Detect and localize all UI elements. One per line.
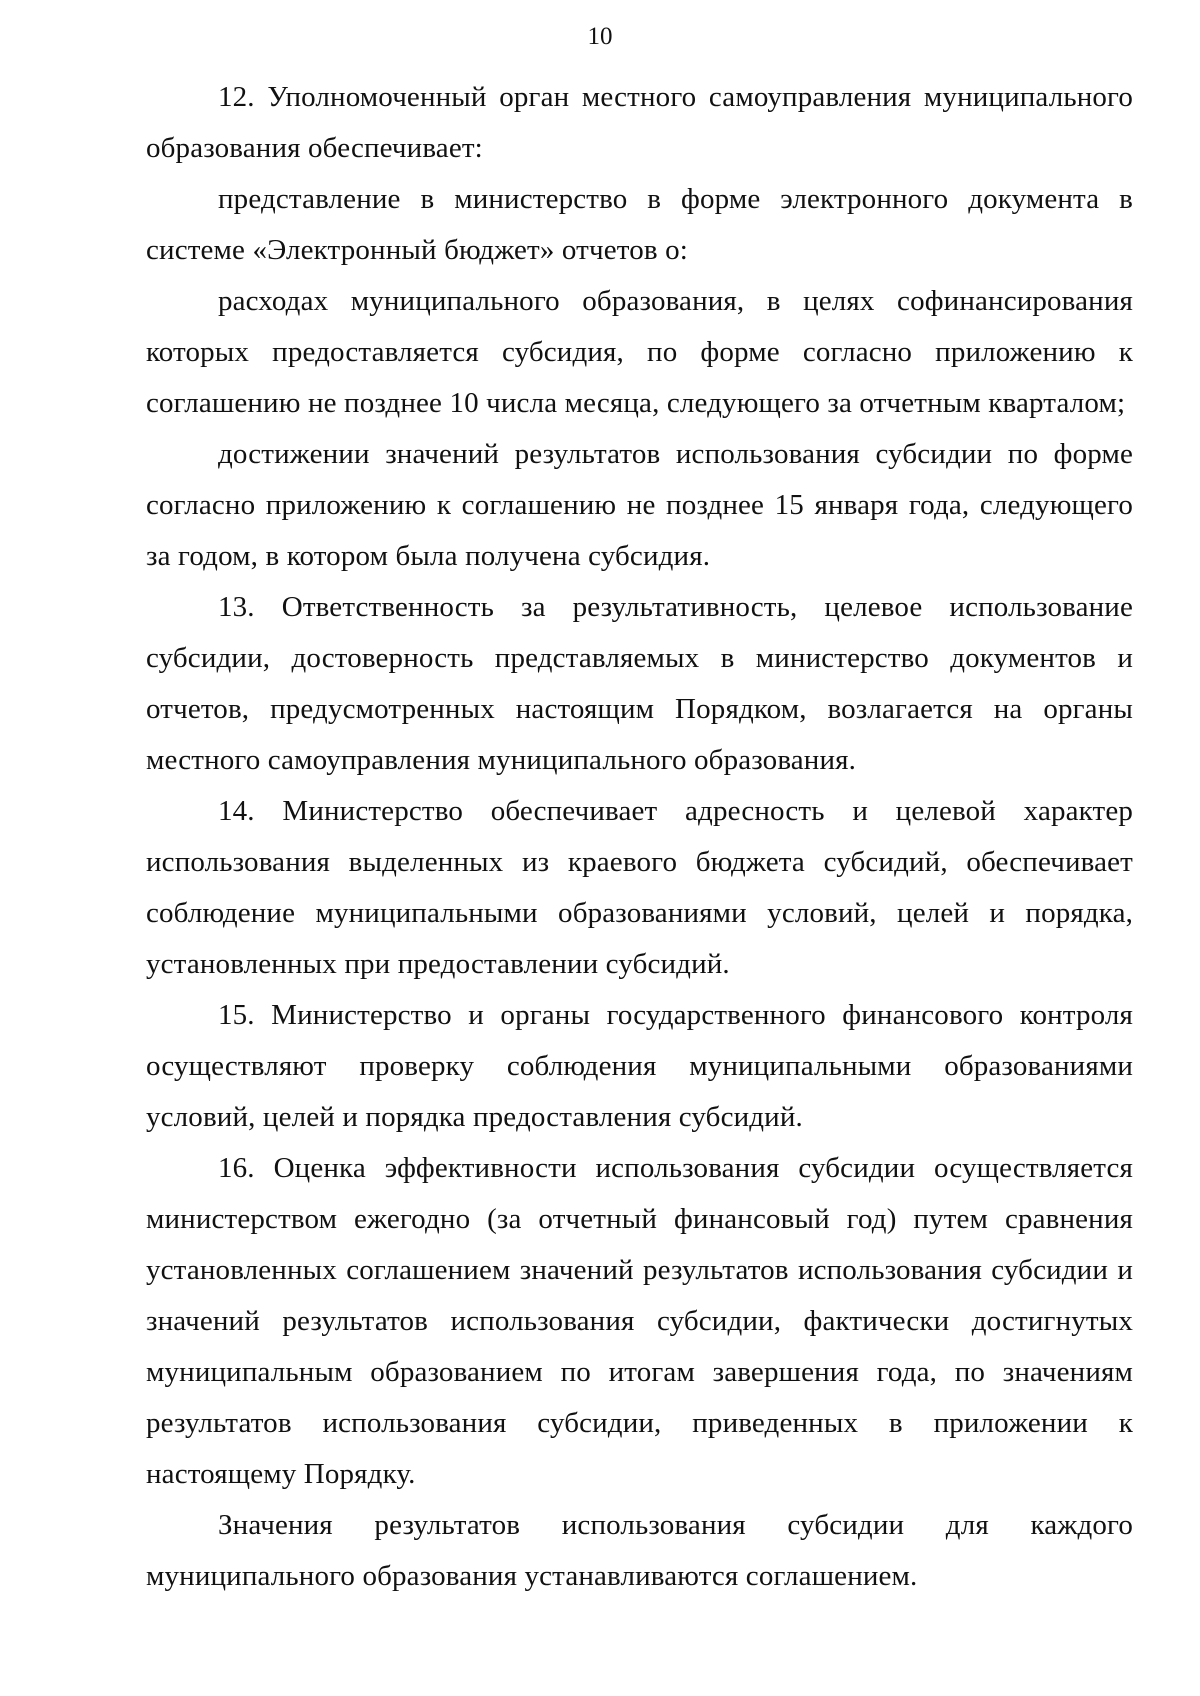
page-number: 10 [587,23,613,50]
paragraph-12-expenses-report: расходах муниципального образования, в целях софинансирования которых предоставляется субсидия, по форме согласно приложению к соглашению не позднее 10 числа месяца, следующего за отчетным кварталом; [146,285,1133,419]
paragraph-12-results-report: достижении значений результатов использования субсидии по форме согласно приложению к соглашению не позднее 15 января года, следующего за годом, в котором была получена субсидия. [146,438,1133,572]
paragraph-13: 13. Ответственность за результативность, целевое использование субсидии, достоверность представляемых в министерство документов и отчетов, предусмотренных настоящим Порядком, возлагается на органы местного самоуправления муниципального образования. [146,591,1133,776]
paragraph-16: 16. Оценка эффективности использования субсидии осуществляется министерством ежегодно (за отчетный финансовый год) путем сравнения установленных соглашением значений результатов использования субсидии и значений результатов использования субсидии, фактически достигнутых муниципальным образованием по итогам завершения года, по значениям результатов использования субсидии, приведенных в приложении к настоящему Порядку. [146,1152,1133,1490]
paragraph-16-values: Значения результатов использования субсидии для каждого муниципального образования устанавливаются соглашением. [146,1509,1133,1592]
paragraph-12-reports-intro: представление в министерство в форме электронного документа в системе «Электронный бюджет» отчетов о: [146,183,1133,266]
paragraph-15: 15. Министерство и органы государственного финансового контроля осуществляют проверку соблюдения муниципальными образованиями условий, целей и порядка предоставления субсидий. [146,999,1133,1133]
document-body [146,72,1133,1602]
paragraph-14: 14. Министерство обеспечивает адресность и целевой характер использования выделенных из краевого бюджета субсидий, обеспечивает соблюдение муниципальными образованиями условий, целей и порядка, установленных при предоставлении субсидий. [146,795,1133,980]
paragraph-12: 12. Уполномоченный орган местного самоуправления муниципального образования обеспечивает: [146,81,1133,164]
